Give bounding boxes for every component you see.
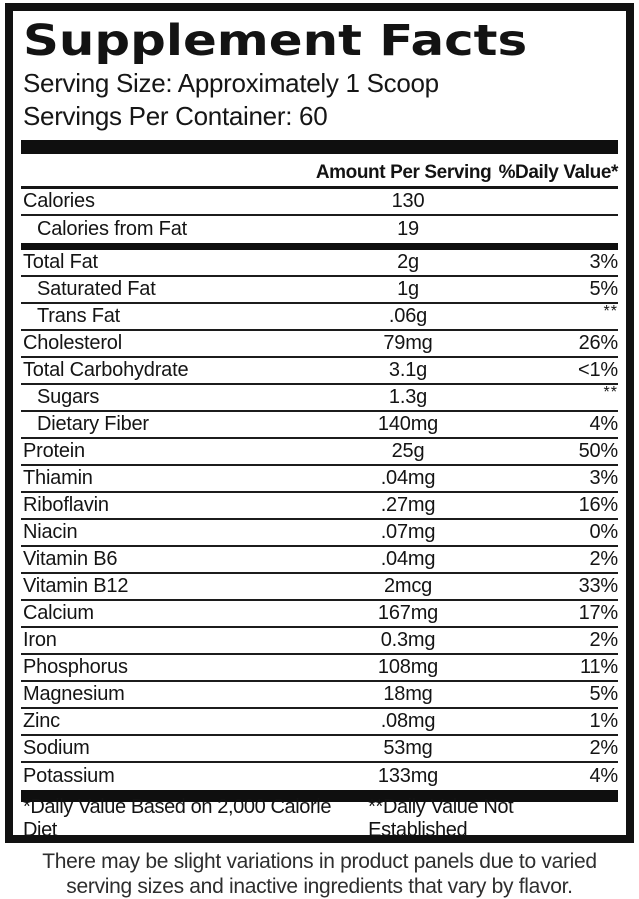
nutrient-daily-value: <1% [578, 359, 618, 381]
nutrient-daily-value: 50% [578, 440, 618, 462]
nutrient-rows [21, 189, 618, 802]
nutrient-name: Calories [23, 190, 95, 212]
disclaimer-line-1: There may be slight variations in product panels due to varied [42, 850, 597, 873]
nutrient-daily-value: 2% [589, 548, 618, 570]
divider-bar [21, 243, 618, 250]
table-row [21, 682, 618, 709]
nutrient-daily-value: 2% [589, 629, 618, 651]
column-headers [21, 154, 618, 189]
table-row [21, 574, 618, 601]
serving-size-text: Serving Size: Approximately 1 Scoop [23, 68, 439, 98]
servings-per-container-text: Servings Per Container: 60 [23, 101, 328, 131]
nutrient-name: Dietary Fiber [37, 413, 149, 435]
nutrient-amount: 79mg [383, 332, 433, 354]
table-row [21, 736, 618, 763]
nutrient-name: Protein [23, 440, 85, 462]
table-row [21, 304, 618, 331]
table-row [21, 520, 618, 547]
nutrient-daily-value: 3% [589, 467, 618, 489]
nutrient-daily-value: 4% [589, 413, 618, 435]
table-row [21, 709, 618, 736]
footnote-daily-value-basis: *Daily Value Based on 2,000 Calorie Diet [23, 796, 332, 841]
nutrient-daily-value: 17% [578, 602, 618, 624]
footnote-not-established: **Daily Value Not Established [368, 796, 514, 841]
nutrient-daily-value: 5% [589, 683, 618, 705]
nutrient-daily-value: 2% [589, 737, 618, 759]
nutrient-amount: 2mcg [383, 575, 433, 597]
nutrient-daily-value: 16% [578, 494, 618, 516]
table-row [21, 358, 618, 385]
nutrient-name: Magnesium [23, 683, 125, 705]
nutrient-amount: 167mg [377, 602, 439, 624]
nutrient-amount: 1g [397, 278, 419, 300]
nutrient-amount: 133mg [377, 765, 439, 787]
table-row [21, 601, 618, 628]
table-row [21, 763, 618, 790]
nutrient-name: Riboflavin [23, 494, 109, 516]
table-row [21, 493, 618, 520]
nutrient-name: Total Carbohydrate [23, 359, 189, 381]
nutrient-name: Calories from Fat [37, 218, 187, 240]
table-row [21, 216, 618, 243]
nutrient-daily-value: ** [603, 383, 618, 401]
disclaimer-text [0, 849, 639, 899]
table-row [21, 628, 618, 655]
nutrient-name: Saturated Fat [37, 278, 156, 300]
nutrient-name: Calcium [23, 602, 94, 624]
disclaimer-line-2: serving sizes and inactive ingredients that vary by flavor. [66, 875, 573, 898]
panel-title: Supplement Facts [23, 16, 528, 66]
nutrient-daily-value: 11% [580, 656, 618, 678]
nutrient-amount: 2g [397, 251, 419, 273]
nutrient-amount: .06g [388, 305, 428, 327]
table-row [21, 385, 618, 412]
table-row [21, 250, 618, 277]
nutrient-name: Trans Fat [37, 305, 121, 327]
supplement-facts-panel [5, 3, 634, 843]
nutrient-name: Potassium [23, 765, 115, 787]
table-row [21, 189, 618, 216]
nutrient-amount: .04mg [380, 467, 436, 489]
nutrient-amount: 130 [391, 190, 425, 212]
table-row [21, 547, 618, 574]
daily-value-header: %Daily Value* [498, 162, 618, 183]
nutrient-daily-value: 4% [589, 765, 618, 787]
nutrient-name: Phosphorus [23, 656, 128, 678]
nutrient-name: Thiamin [23, 467, 93, 489]
nutrient-daily-value: 33% [578, 575, 618, 597]
nutrient-amount: .04mg [380, 548, 436, 570]
nutrient-name: Sugars [37, 386, 100, 408]
nutrient-amount: 0.3mg [380, 629, 436, 651]
nutrient-amount: .08mg [380, 710, 436, 732]
nutrient-name: Vitamin B12 [23, 575, 129, 597]
table-row [21, 655, 618, 682]
nutrient-daily-value: 1% [589, 710, 618, 732]
nutrient-amount: 140mg [377, 413, 439, 435]
nutrient-amount: 19 [397, 218, 419, 240]
nutrient-name: Iron [23, 629, 57, 651]
footnotes-row [21, 796, 618, 841]
nutrient-amount: 3.1g [388, 359, 428, 381]
nutrient-name: Zinc [23, 710, 60, 732]
table-row [21, 331, 618, 358]
nutrient-amount: 1.3g [388, 386, 428, 408]
nutrient-daily-value: 5% [589, 278, 618, 300]
nutrient-daily-value: 0% [589, 521, 618, 543]
nutrient-name: Cholesterol [23, 332, 122, 354]
nutrient-name: Sodium [23, 737, 90, 759]
table-row [21, 412, 618, 439]
nutrient-amount: 108mg [377, 656, 439, 678]
table-row [21, 277, 618, 304]
nutrient-amount: 18mg [383, 683, 433, 705]
nutrient-name: Niacin [23, 521, 78, 543]
nutrient-amount: 53mg [383, 737, 433, 759]
nutrient-daily-value: ** [603, 302, 618, 320]
amount-per-serving-header: Amount Per Serving [315, 162, 492, 183]
nutrient-amount: .07mg [380, 521, 436, 543]
nutrient-name: Total Fat [23, 251, 98, 273]
table-row [21, 466, 618, 493]
divider-bar-top [21, 140, 618, 154]
nutrient-amount: .27mg [380, 494, 436, 516]
nutrient-amount: 25g [391, 440, 425, 462]
table-row [21, 439, 618, 466]
nutrient-daily-value: 26% [578, 332, 618, 354]
nutrient-daily-value: 3% [589, 251, 618, 273]
nutrient-name: Vitamin B6 [23, 548, 118, 570]
